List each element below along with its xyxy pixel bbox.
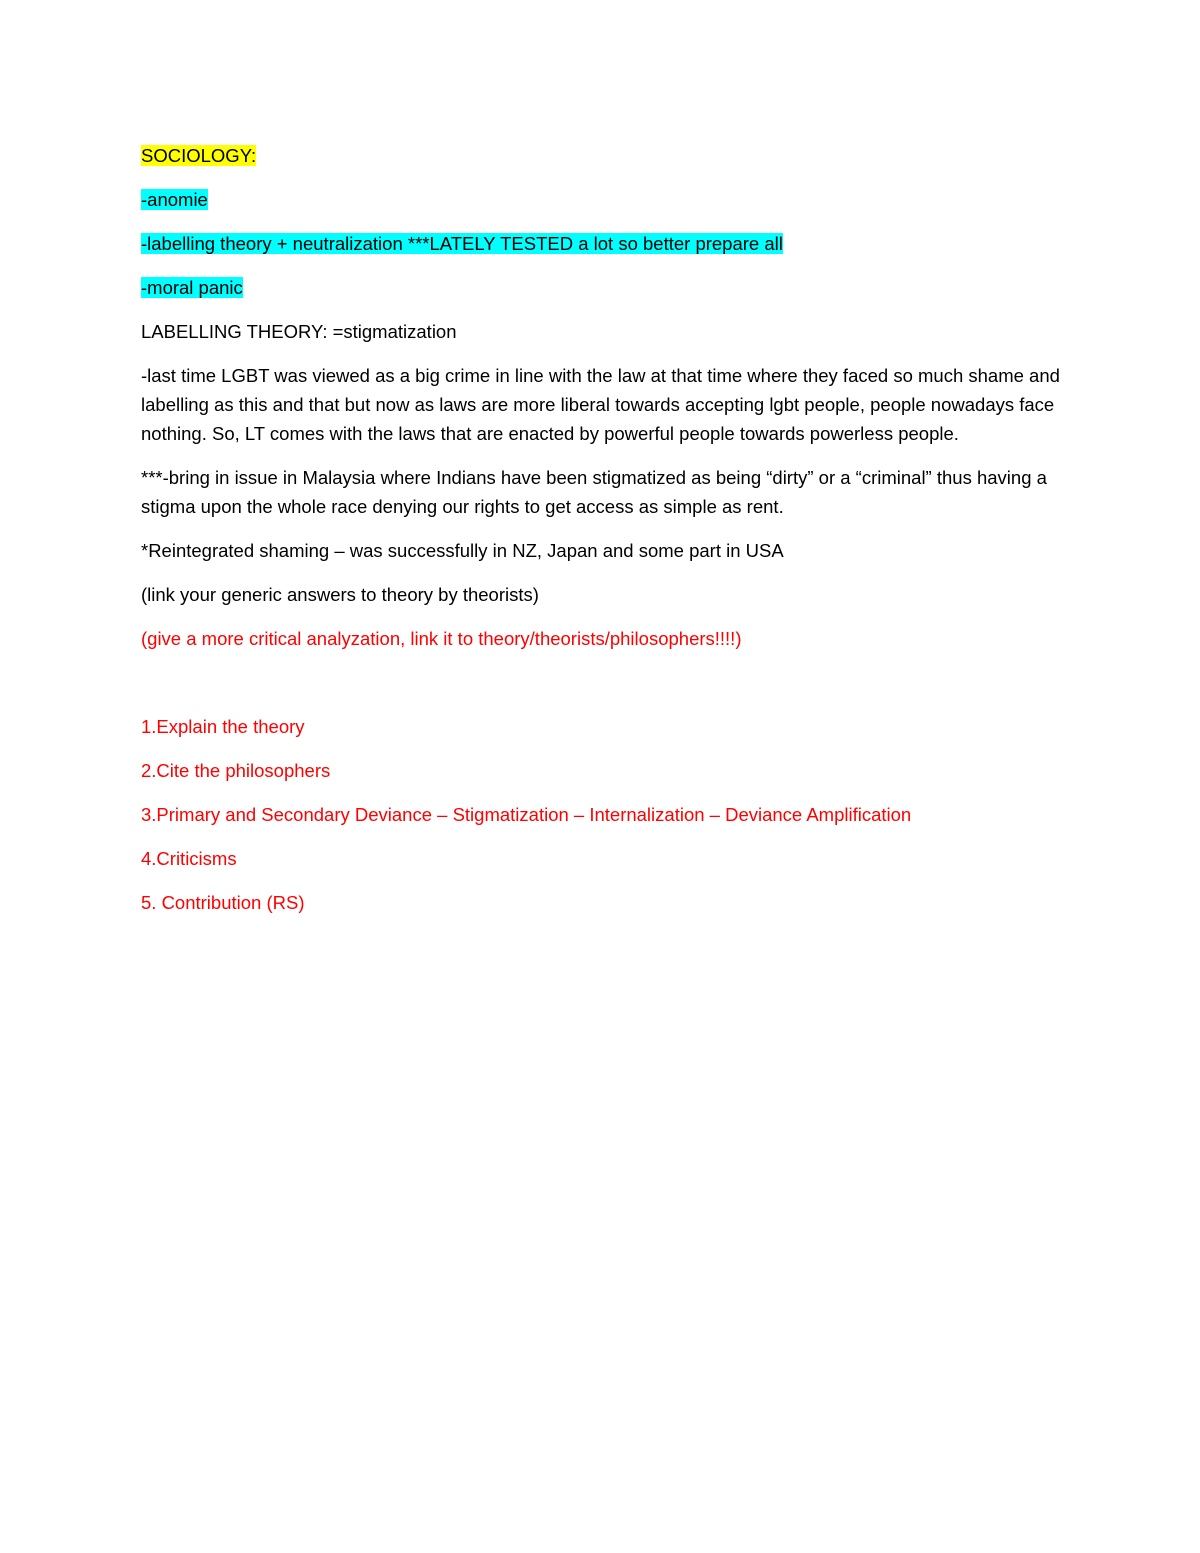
topic-line [141, 185, 1061, 214]
paragraph-link-theorists: (link your generic answers to theory by theorists) [141, 584, 539, 605]
step-item: 5. Contribution (RS) [141, 892, 305, 913]
paragraph-lgbt: -last time LGBT was viewed as a big crime in line with the law at that time where they faced so much shame and labelling as this and that but now as laws are more liberal towards accepting lgbt people, people nowadays face nothing. So, LT comes with the laws that are enacted by powerful people towards powerless people. [141, 365, 1060, 444]
step-item: 4.Criticisms [141, 848, 237, 869]
topic-line [141, 229, 1061, 258]
labelling-theory-subheading: LABELLING THEORY: =stigmatization [141, 321, 457, 342]
step-item: 1.Explain the theory [141, 716, 305, 737]
critical-note: (give a more critical analyzation, link it to theory/theorists/philosophers!!!!) [141, 628, 742, 649]
document-heading: SOCIOLOGY: [141, 145, 257, 166]
topic-anomie: -anomie [141, 189, 208, 210]
step-item: 2.Cite the philosophers [141, 760, 331, 781]
topic-line [141, 273, 1061, 302]
step-item: 3.Primary and Secondary Deviance – Stigmatization – Internalization – Deviance Amplification [141, 804, 912, 825]
blank-line [141, 668, 1061, 697]
paragraph-reintegrated-shaming: *Reintegrated shaming – was successfully in NZ, Japan and some part in USA [141, 540, 784, 561]
paragraph-malaysia: ***-bring in issue in Malaysia where Indians have been stigmatized as being “dirty” or a “criminal” thus having a stigma upon the whole race denying our rights to get access as simple as rent. [141, 467, 1047, 517]
document-body [141, 141, 1061, 932]
topic-moral-panic: -moral panic [141, 277, 243, 298]
heading-line [141, 141, 1061, 170]
topic-labelling-theory: -labelling theory + neutralization ***LATELY TESTED a lot so better prepare all [141, 233, 783, 254]
